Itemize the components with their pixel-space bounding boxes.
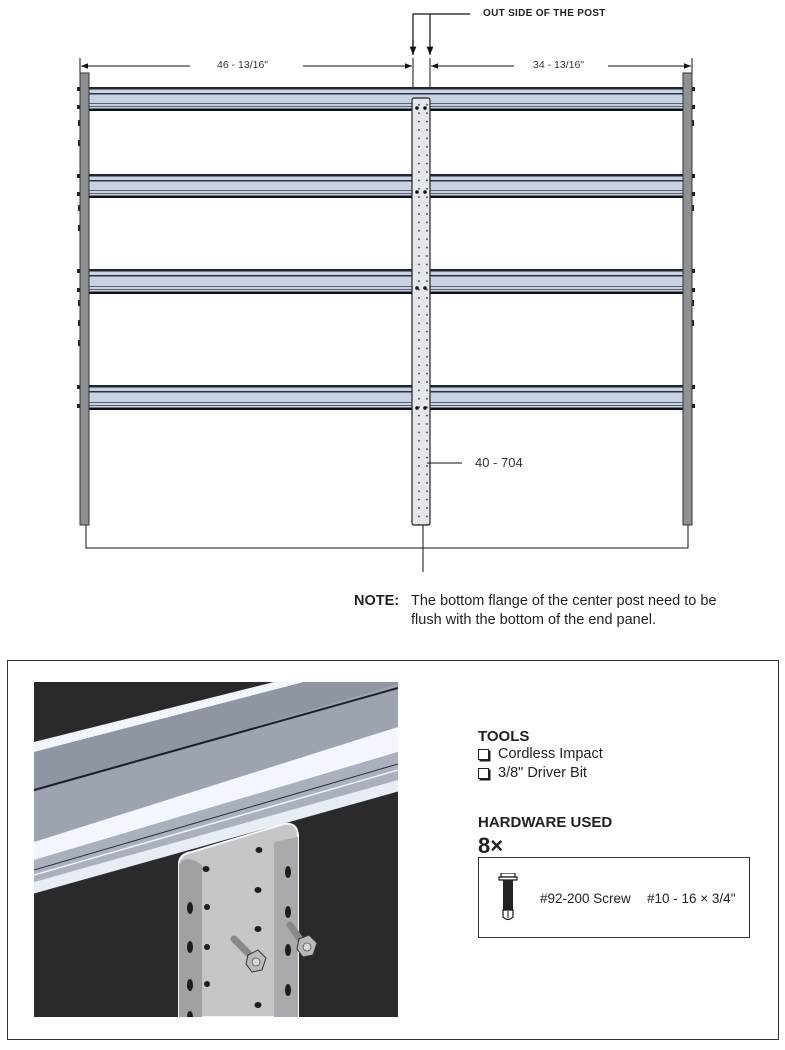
checkbox-icon[interactable] <box>478 749 489 760</box>
dimension-right: 34 - 13/16" <box>529 59 588 71</box>
note-label: NOTE: <box>354 593 400 609</box>
outside-post-callout: OUT SIDE OF THE POST <box>483 8 606 19</box>
tools-title: TOOLS <box>478 728 530 745</box>
note-line-1: The bottom flange of the center post need to be <box>411 593 717 609</box>
hardware-part-number: #92-200 Screw <box>540 891 631 906</box>
left-end-post <box>77 73 89 525</box>
tools-section <box>478 728 603 783</box>
close-up-illustration <box>34 682 398 1017</box>
hardware-quantity: 8× <box>478 833 504 858</box>
center-post <box>412 98 430 525</box>
assembly-note <box>354 592 717 630</box>
screw-icon <box>498 873 518 923</box>
beams <box>89 87 683 410</box>
right-end-post <box>683 73 695 525</box>
tool-label: Cordless Impact <box>498 746 603 762</box>
checkbox-icon[interactable] <box>478 768 489 779</box>
detail-panel <box>7 660 779 1040</box>
tool-item-driver-bit <box>478 764 603 783</box>
hardware-section <box>478 814 612 859</box>
beam-post-connection-render <box>34 682 398 1017</box>
tool-item-cordless-impact <box>478 745 603 764</box>
dimension-left: 46 - 13/16" <box>213 59 272 71</box>
center-post-part-label: 40 - 704 <box>475 455 523 470</box>
hardware-spec: #10 - 16 × 3/4" <box>647 891 736 906</box>
hardware-title: HARDWARE USED <box>478 814 613 831</box>
hardware-item-box <box>478 857 750 938</box>
note-line-2: flush with the bottom of the end panel. <box>411 612 657 628</box>
tool-label: 3/8" Driver Bit <box>498 765 587 781</box>
